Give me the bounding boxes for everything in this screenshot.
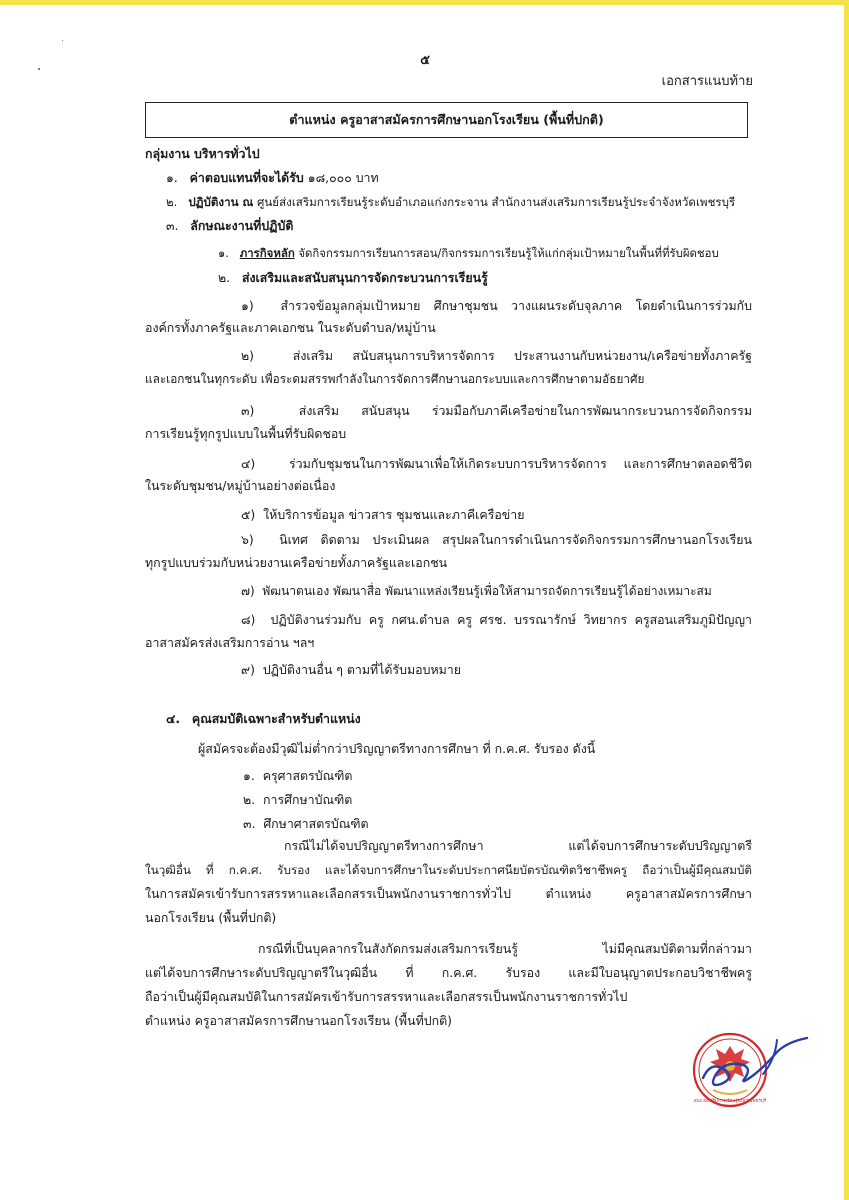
item-number: ๗) bbox=[241, 584, 255, 598]
item-text: ปฏิบัติงานอื่น ๆ ตามที่ได้รับมอบหมาย bbox=[262, 662, 461, 677]
degree-number: ๒. bbox=[243, 792, 256, 807]
item-text: ส่งเสริม สนับสนุนการบริหารจัดการ ประสานงานกับหน่วยงาน/เครือข่ายทั้งภาครัฐ bbox=[292, 348, 752, 363]
page-number: ๕ bbox=[420, 53, 430, 68]
degree-item bbox=[243, 768, 352, 784]
section-label: คุณสมบัติเฉพาะสำหรับตำแหน่ง bbox=[191, 711, 361, 726]
item-number: ๔) bbox=[241, 456, 256, 471]
item-text: สำรวจข้อมูลกลุ่มเป้าหมาย ศึกษาชุมชน วางแผนระดับจุลภาค โดยดำเนินการร่วมกับ bbox=[280, 298, 752, 313]
item-text: ปฏิบัติงานร่วมกับ ครู กศน.ตำบล ครู ศรช. บรรณารักษ์ วิทยากร ครูสอนเสริมภูมิปัญญา bbox=[270, 612, 752, 627]
section-4 bbox=[166, 711, 361, 727]
section-3 bbox=[166, 218, 293, 234]
item-number: ๑) bbox=[241, 298, 254, 313]
position-title: ตำแหน่ง ครูอาสาสมัครการศึกษานอกโรงเรียน (พื้นที่ปกติ) bbox=[289, 112, 604, 127]
degree-item bbox=[243, 792, 352, 808]
section-value: ศูนย์ส่งเสริมการเรียนรู้ระดับอำเภอแก่งกระจาน สำนักงานส่งเสริมการเรียนรู้ประจำจังหวัดเพชรบุรี bbox=[257, 195, 736, 209]
subsection-label: ส่งเสริมและสนับสนุนการจัดกระบวนการเรียนรู้ bbox=[241, 270, 488, 285]
paragraph-line: ในวุฒิอื่น ที่ ก.ค.ศ. รับรอง และได้จบการศึกษาในระดับประกาศนียบัตรบัณฑิตวิชาชีพครู ถือว่าเป็นผู้มีคุณสมบัติ bbox=[145, 863, 752, 877]
scan-speck bbox=[62, 40, 63, 41]
item-number: ๓) bbox=[241, 403, 255, 418]
scan-edge-top bbox=[0, 0, 849, 5]
subsection-1 bbox=[218, 245, 719, 261]
section-number: ๑. bbox=[166, 170, 178, 185]
paragraph-line: ในการสมัครเข้ารับการสรรหาและเลือกสรรเป็นพนักงานราชการทั่วไป ตำแหน่ง ครูอาสาสมัครการศึกษา bbox=[145, 886, 752, 901]
garuda-seal-icon bbox=[694, 1034, 767, 1106]
list-item-line bbox=[241, 298, 752, 314]
section-number: ๓. bbox=[166, 218, 179, 233]
document-label: เอกสารแนบท้าย bbox=[661, 74, 753, 89]
list-item-line bbox=[241, 403, 752, 419]
degree-number: ๓. bbox=[243, 816, 256, 831]
section-label: ลักษณะงานที่ปฏิบัติ bbox=[190, 218, 294, 233]
work-group: กลุ่มงาน บริหารทั่วไป bbox=[145, 146, 260, 161]
title-box bbox=[145, 102, 748, 138]
paragraph-line: นอกโรงเรียน (พื้นที่ปกติ) bbox=[145, 910, 277, 925]
section-2 bbox=[166, 194, 735, 210]
item-text: นิเทศ ติดตาม ประเมินผล สรุปผลในการดำเนินการจัดกิจกรรมการศึกษานอกโรงเรียน bbox=[279, 532, 752, 547]
section-number: ๔. bbox=[166, 711, 181, 726]
list-item-line bbox=[241, 583, 712, 599]
official-seal-with-signature bbox=[685, 1018, 825, 1118]
list-item-line bbox=[241, 532, 752, 548]
list-item-continuation: ทุกรูปแบบร่วมกับหน่วยงานเครือข่ายทั้งภาครัฐและเอกชน bbox=[145, 555, 448, 570]
subsection-label: ภารกิจหลัก bbox=[239, 246, 295, 260]
list-item-line bbox=[241, 456, 752, 472]
degree-text: การศึกษาบัณฑิต bbox=[263, 792, 353, 807]
item-text: ให้บริการข้อมูล ข่าวสาร ชุมชนและภาคีเครือข่าย bbox=[263, 507, 525, 522]
section-number: ๒. bbox=[166, 195, 178, 209]
list-item-continuation: การเรียนรู้ทุกรูปแบบในพื้นที่รับผิดชอบ bbox=[145, 426, 347, 441]
paragraph-line: ตำแหน่ง ครูอาสาสมัครการศึกษานอกโรงเรียน (พื้นที่ปกติ) bbox=[145, 1013, 452, 1028]
section-1 bbox=[166, 170, 379, 186]
list-item-line bbox=[241, 662, 461, 678]
list-item-continuation: และเอกชนในทุกระดับ เพื่อระดมสรรพกำลังในการจัดการศึกษานอกระบบและการศึกษาตามอัธยาศัย bbox=[145, 372, 645, 386]
item-number: ๙) bbox=[241, 662, 255, 677]
item-text: ส่งเสริม สนับสนุน ร่วมมือกับภาคีเครือข่ายในการพัฒนากระบวนการจัดกิจกรรม bbox=[298, 403, 752, 418]
subsection-number: ๒. bbox=[218, 270, 231, 285]
subsection-text: จัดกิจกรรมการเรียนการสอน/กิจกรรมการเรียนรู้ให้แก่กลุ่มเป้าหมายในพื้นที่ที่รับผิดชอบ bbox=[298, 246, 719, 260]
section-label: ปฏิบัติงาน ณ bbox=[188, 195, 254, 209]
list-item-line bbox=[241, 507, 525, 523]
item-number: ๕) bbox=[241, 507, 256, 522]
degree-text: ศึกษาศาสตรบัณฑิต bbox=[263, 816, 369, 831]
item-text: พัฒนาตนเอง พัฒนาสื่อ พัฒนาแหล่งเรียนรู้เพื่อให้สามารถจัดการเรียนรู้ได้อย่างเหมาะสม bbox=[262, 584, 712, 598]
degree-number: ๑. bbox=[243, 768, 255, 783]
subsection-2 bbox=[218, 270, 488, 286]
list-item-line bbox=[241, 612, 752, 628]
section-label: ค่าตอบแทนที่จะได้รับ bbox=[189, 170, 304, 185]
paragraph-line: กรณีที่เป็นบุคลากรในสังกัดกรมส่งเสริมการเรียนรู้ ไม่มีคุณสมบัติตามที่กล่าวมา bbox=[258, 941, 752, 956]
qualification-intro: ผู้สมัครจะต้องมีวุฒิไม่ต่ำกว่าปริญญาตรีทางการศึกษา ที่ ก.ค.ศ. รับรอง ดังนี้ bbox=[198, 741, 596, 756]
list-item-continuation: อาสาสมัครส่งเสริมการอ่าน ฯลฯ bbox=[145, 635, 315, 650]
list-item-line bbox=[241, 348, 752, 364]
item-number: ๒) bbox=[241, 348, 255, 363]
degree-text: ครุศาสตรบัณฑิต bbox=[262, 768, 353, 783]
item-number: ๘) bbox=[241, 612, 256, 627]
item-text: ร่วมกับชุมชนในการพัฒนาเพื่อให้เกิดระบบการบริหารจัดการ และการศึกษาตลอดชีวิต bbox=[288, 456, 752, 471]
section-value: ๑๘,๐๐๐ บาท bbox=[307, 170, 379, 185]
scan-edge-right bbox=[844, 0, 849, 1200]
subsection-number: ๑. bbox=[218, 246, 229, 260]
paragraph-line: แต่ได้จบการศึกษาระดับปริญญาตรีในวุฒิอื่น ที่ ก.ค.ศ. รับรอง และมีใบอนุญาตประกอบวิชาชีพครู bbox=[145, 965, 752, 980]
list-item-continuation: องค์กรทั้งภาครัฐและภาคเอกชน ในระดับตำบล/หมู่บ้าน bbox=[145, 320, 436, 335]
scan-speck bbox=[38, 68, 40, 70]
stamp-caption: สนง.ส่งเสริมการเรียนรู้จังหวัดเพชรบุรี bbox=[693, 1099, 767, 1104]
item-number: ๖) bbox=[241, 532, 254, 547]
paragraph-line: ถือว่าเป็นผู้มีคุณสมบัติในการสมัครเข้ารับการสรรหาและเลือกสรรเป็นพนักงานราชการทั่วไป bbox=[145, 989, 628, 1004]
degree-item bbox=[243, 816, 369, 832]
paragraph-line: กรณีไม่ได้จบปริญญาตรีทางการศึกษา แต่ได้จบการศึกษาระดับปริญญาตรี bbox=[284, 838, 752, 853]
list-item-continuation: ในระดับชุมชน/หมู่บ้านอย่างต่อเนื่อง bbox=[145, 478, 336, 493]
